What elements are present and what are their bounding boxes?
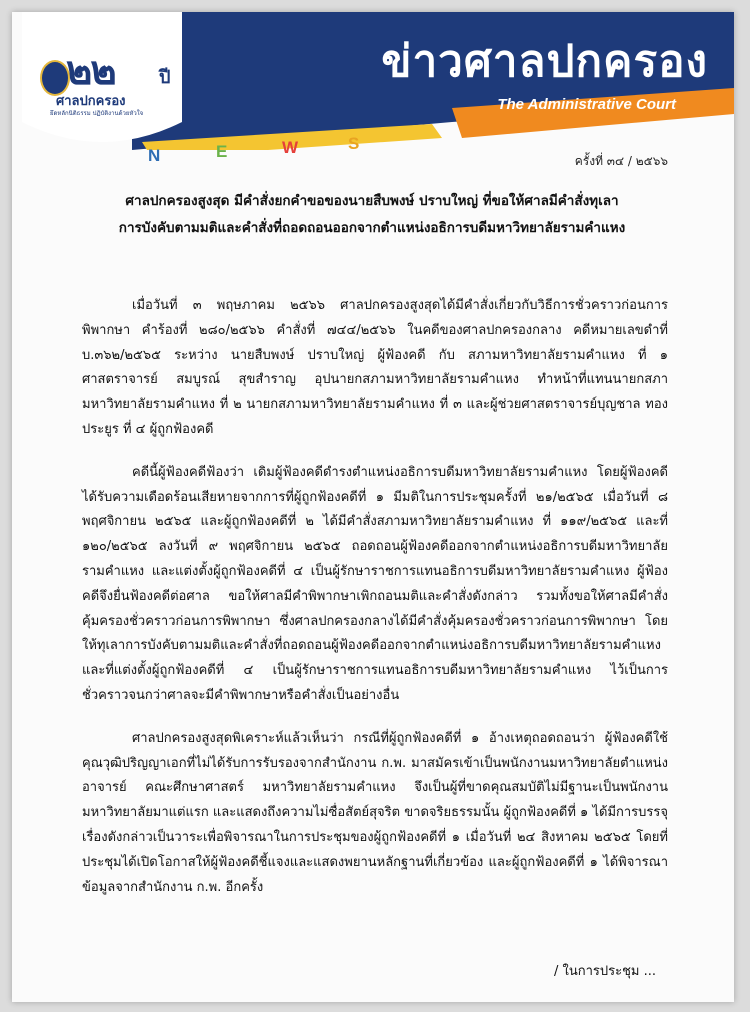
masthead-subtitle: The Administrative Court: [497, 96, 676, 113]
logo: [24, 16, 184, 166]
news-letter-s: S: [348, 134, 360, 153]
logo-motto: ยึดหลักนิติธรรม ปฏิบัติงานด้วยหัวใจ: [50, 110, 144, 117]
headline-line-1: ศาลปกครองสูงสุด มีคำสั่งยกคำขอของนายสืบพงษ์ ปราบใหญ่ ที่ขอให้ศาลมีคำสั่งทุเลา: [125, 193, 619, 209]
issue-number: ครั้งที่ ๓๔ / ๒๕๖๖: [574, 154, 668, 168]
document-page: [12, 12, 734, 1002]
continuation-note: / ในการประชุม ...: [553, 964, 656, 979]
news-letter-n: N: [148, 146, 161, 165]
headline: [72, 188, 672, 242]
paragraph: เมื่อวันที่ ๓ พฤษภาคม ๒๕๖๖ ศาลปกครองสูงสุดได้มีคำสั่งเกี่ยวกับวิธีการชั่วคราวก่อนการพิพากษา คำร้องที่ ๒๘๐/๒๕๖๖ คำสั่งที่ ๗๔๔/๒๕๖๖ ในคดีของศาลปกครองกลาง คดีหมายเลขดำที่ บ.๓๖๒/๒๕๖๕ ระหว่าง นายสืบพงษ์ ปราบใหญ่ ผู้ฟ้องคดี กับ สภามหาวิทยาลัยรามคำแหง ที่ ๑ ศาสตราจารย์ สมบูรณ์ สุขสำราญ อุปนายกสภามหาวิทยาลัยรามคำแหง ทำหน้าที่แทนนายกสภามหาวิทยาลัยรามคำแหง ที่ ๒ นายกสภามหาวิทยาลัยรามคำแหง ที่ ๓ และผู้ช่วยศาสตราจารย์บุญชาล ทองประยูร ที่ ๔ ผู้ถูกฟ้องคดี: [82, 298, 668, 437]
paragraph: คดีนี้ผู้ฟ้องคดีฟ้องว่า เดิมผู้ฟ้องคดีดำรงตำแหน่งอธิการบดีมหาวิทยาลัยรามคำแหง โดยผู้ฟ้องคดีได้รับความเดือดร้อนเสียหายจากการที่ผู้ถูกฟ้องคดีที่ ๑ มีมติในการประชุมครั้งที่ ๒๑/๒๕๖๕ เมื่อวันที่ ๘ พฤศจิกายน ๒๕๖๕ และผู้ถูกฟ้องคดีที่ ๒ ได้มีคำสั่งสภามหาวิทยาลัยรามคำแหง ที่ ๑๑๙/๒๕๖๕ และที่ ๑๒๐/๒๕๖๕ ลงวันที่ ๙ พฤศจิกายน ๒๕๖๕ ถอดถอนผู้ฟ้องคดีออกจากตำแหน่งอธิการบดีมหาวิทยาลัยรามคำแหง และแต่งตั้งผู้ถูกฟ้องคดีที่ ๔ เป็นผู้รักษาราชการแทนอธิการบดีมหาวิทยาลัยรามคำแหง ผู้ฟ้องคดีจึงยื่นฟ้องคดีต่อศาล ขอให้ศาลมีคำพิพากษาเพิกถอนมติและคำสั่งดังกล่าว รวมทั้งขอให้ศาลมีคำสั่งคุ้มครองชั่วคราวก่อนการพิพากษา ซึ่งศาลปกครองกลางได้มีคำสั่งคุ้มครองชั่วคราวก่อนการพิพากษา โดยให้ทุเลาการบังคับตามมติและคำสั่งที่ถอดถอนผู้ฟ้องคดีออกจากตำแหน่งอธิการบดีมหาวิทยาลัยรามคำแหง และที่แต่งตั้งผู้ถูกฟ้องคดีที่ ๔ เป็นผู้รักษาราชการแทนอธิการบดีมหาวิทยาลัยรามคำแหง ไว้เป็นการชั่วคราวจนกว่าศาลจะมีคำพิพากษาหรือคำสั่งเป็นอย่างอื่น: [82, 464, 668, 703]
news-letter-w: W: [282, 138, 299, 157]
logo-anniversary-number: ๒๒: [66, 48, 115, 94]
logo-years-suffix: ปี: [159, 67, 171, 88]
article-body: [82, 294, 668, 918]
logo-court-name: ศาลปกครอง: [56, 94, 126, 109]
news-letter-e: E: [216, 142, 228, 161]
paragraph: ศาลปกครองสูงสุดพิเคราะห์แล้วเห็นว่า กรณีที่ผู้ถูกฟ้องคดีที่ ๑ อ้างเหตุถอดถอนว่า ผู้ฟ้องคดีใช้คุณวุฒิปริญญาเอกที่ไม่ได้รับการรับรองจากสำนักงาน ก.พ. มาสมัครเข้าเป็นพนักงานมหาวิทยาลัยตำแหน่งอาจารย์ คณะศึกษาศาสตร์ มหาวิทยาลัยรามคำแหง จึงเป็นผู้ที่ขาดคุณสมบัติไม่มีฐานะเป็นพนักงานมหาวิทยาลัยมาแต่แรก และแสดงถึงความไม่ซื่อสัตย์สุจริต ขาดจริยธรรมนั้น ผู้ถูกฟ้องคดีที่ ๑ ได้มีการบรรจุเรื่องดังกล่าวเป็นวาระเพื่อพิจารณาในการประชุมของผู้ถูกฟ้องคดีที่ ๑ เมื่อวันที่ ๒๔ สิงหาคม ๒๕๖๕ โดยที่ประชุมได้เปิดโอกาสให้ผู้ฟ้องคดีชี้แจงและแสดงพยานหลักฐานที่เกี่ยวข้อง และผู้ถูกฟ้องคดีที่ ๑ ได้พิจารณาข้อมูลจากสำนักงาน ก.พ. อีกครั้ง: [82, 730, 668, 895]
headline-line-2: การบังคับตามมติและคำสั่งที่ถอดถอนออกจากตำแหน่งอธิการบดีมหาวิทยาลัยรามคำแหง: [118, 220, 626, 236]
masthead-title: ข่าวศาลปกครอง: [381, 36, 708, 87]
